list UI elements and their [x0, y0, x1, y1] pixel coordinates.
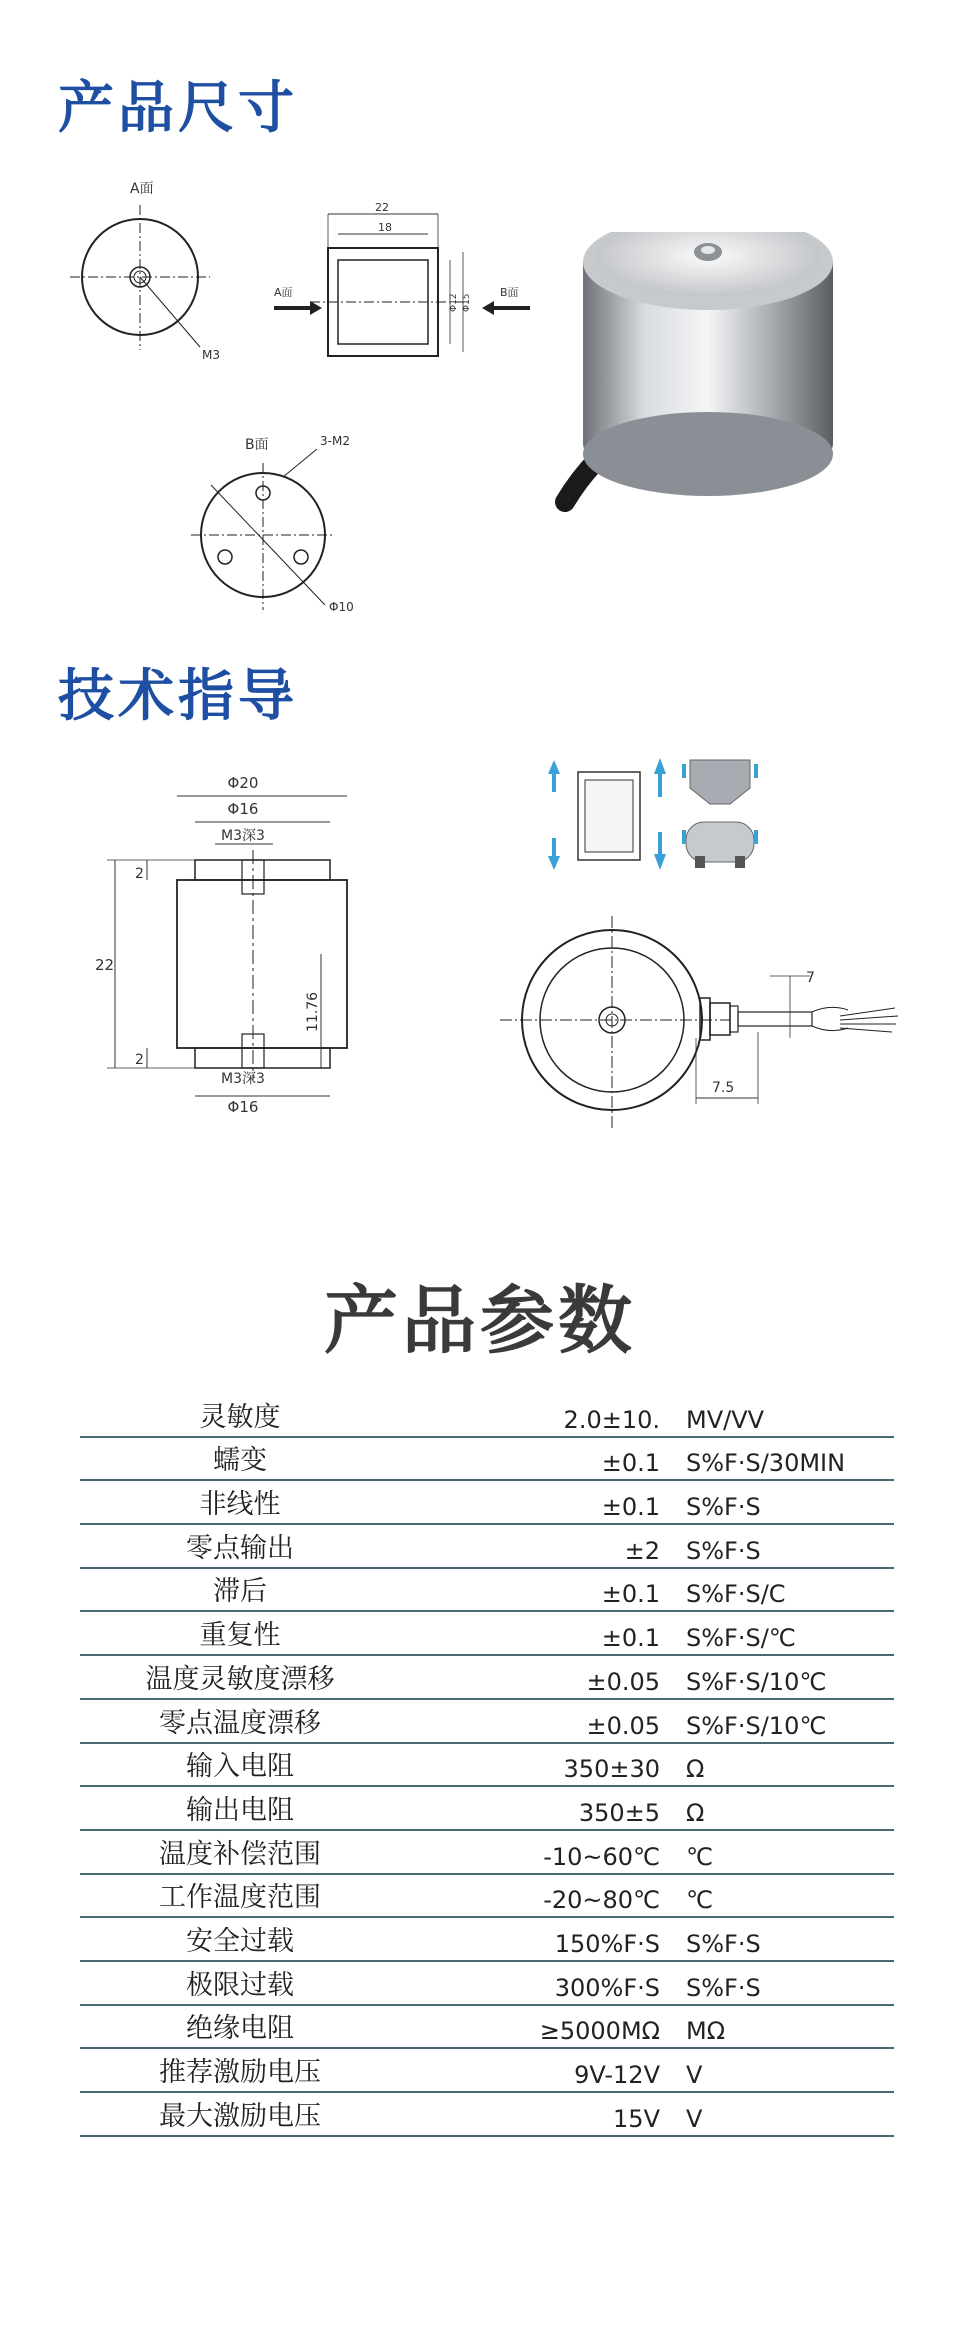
param-name: 零点输出 [80, 1524, 400, 1568]
param-name: 最大激励电压 [80, 2092, 400, 2136]
param-value: 9V-12V [400, 2048, 686, 2092]
arrow-right-icon [274, 301, 322, 315]
dimensions-heading: 产品尺寸 [58, 76, 298, 141]
table-row [80, 1524, 894, 1568]
thread-label: M3 [202, 348, 220, 362]
face-a-label: A面 [130, 181, 154, 197]
arrow-left-icon [482, 301, 530, 315]
dim-12: Φ12 [449, 293, 459, 312]
param-value: 150%F·S [400, 1917, 686, 1961]
d16-bottom-label: Φ16 [227, 1098, 259, 1116]
param-value: ±0.05 [400, 1655, 686, 1699]
param-name: 极限过载 [80, 1961, 400, 2005]
param-unit: S%F·S/10℃ [686, 1655, 894, 1699]
param-value: -20~80℃ [400, 1874, 686, 1918]
param-value: ±0.05 [400, 1699, 686, 1743]
param-name: 输入电阻 [80, 1743, 400, 1787]
face-b-drawing [185, 425, 385, 625]
table-row [80, 1480, 894, 1524]
param-name: 非线性 [80, 1480, 400, 1524]
h2-top-label: 2 [135, 866, 144, 882]
guide-drawing [95, 770, 365, 1130]
table-row [80, 1699, 894, 1743]
table-row [80, 1743, 894, 1787]
product-photo [555, 232, 900, 522]
param-name: 安全过载 [80, 1917, 400, 1961]
table-row [80, 1961, 894, 2005]
param-value: ±0.1 [400, 1568, 686, 1612]
param-unit: S%F·S [686, 1524, 894, 1568]
d20-label: Φ20 [227, 774, 259, 792]
param-unit: Ω [686, 1743, 894, 1787]
param-name: 蠕变 [80, 1437, 400, 1481]
param-unit: S%F·S/℃ [686, 1611, 894, 1655]
side-face-a-label: A面 [274, 286, 293, 299]
table-row [80, 1917, 894, 1961]
h22-label: 22 [95, 956, 115, 974]
table-row [80, 1394, 894, 1437]
param-unit: ℃ [686, 1874, 894, 1918]
param-value: 350±30 [400, 1743, 686, 1787]
param-name: 重复性 [80, 1611, 400, 1655]
param-name: 零点温度漂移 [80, 1699, 400, 1743]
param-unit: S%F·S [686, 1480, 894, 1524]
param-unit: MΩ [686, 2005, 894, 2049]
top-view-drawing [500, 908, 920, 1138]
param-value: 2.0±10. [400, 1394, 686, 1437]
param-name: 温度补偿范围 [80, 1830, 400, 1874]
param-value: 15V [400, 2092, 686, 2136]
param-value: ±2 [400, 1524, 686, 1568]
param-unit: V [686, 2092, 894, 2136]
param-value: ≥5000MΩ [400, 2005, 686, 2049]
param-unit: V [686, 2048, 894, 2092]
table-row [80, 2092, 894, 2136]
dim-7-label: 7 [806, 970, 815, 986]
dia-label: Φ10 [329, 600, 354, 614]
param-unit: S%F·S [686, 1961, 894, 2005]
param-name: 工作温度范围 [80, 1874, 400, 1918]
load-direction-icons [540, 752, 780, 877]
param-unit: S%F·S [686, 1917, 894, 1961]
side-view-drawing [270, 200, 540, 370]
guide-heading: 技术指导 [58, 664, 298, 729]
param-name: 滞后 [80, 1568, 400, 1612]
param-name: 温度灵敏度漂移 [80, 1655, 400, 1699]
param-unit: Ω [686, 1786, 894, 1830]
param-name: 输出电阻 [80, 1786, 400, 1830]
param-value: 350±5 [400, 1786, 686, 1830]
dim-18: 18 [378, 221, 392, 234]
param-unit: S%F·S/30MIN [686, 1437, 894, 1481]
m3-top-label: M3深3 [221, 828, 265, 844]
param-name: 推荐激励电压 [80, 2048, 400, 2092]
param-name: 绝缘电阻 [80, 2005, 400, 2049]
param-unit: ℃ [686, 1830, 894, 1874]
param-unit: S%F·S/C [686, 1568, 894, 1612]
d16-top-label: Φ16 [227, 800, 259, 818]
table-row [80, 1786, 894, 1830]
table-row [80, 1568, 894, 1612]
param-unit: MV/VV [686, 1394, 894, 1437]
h2-bottom-label: 2 [135, 1052, 144, 1068]
m3-bottom-label: M3深3 [221, 1071, 265, 1087]
face-a-drawing [70, 175, 250, 375]
table-row [80, 1437, 894, 1481]
param-value: ±0.1 [400, 1437, 686, 1481]
param-value: ±0.1 [400, 1611, 686, 1655]
table-row [80, 1611, 894, 1655]
param-value: -10~60℃ [400, 1830, 686, 1874]
table-row [80, 1830, 894, 1874]
h1176-label: 11.76 [305, 991, 321, 1032]
param-value: ±0.1 [400, 1480, 686, 1524]
params-table [80, 1394, 894, 2137]
dim-15: Φ15 [462, 293, 472, 312]
table-row [80, 2005, 894, 2049]
side-face-b-label: B面 [500, 286, 519, 299]
param-value: 300%F·S [400, 1961, 686, 2005]
param-name: 灵敏度 [80, 1394, 400, 1437]
dim-22: 22 [375, 201, 389, 214]
dim-75-label: 7.5 [712, 1080, 735, 1096]
holes-label: 3-M2 [320, 434, 350, 448]
face-b-label: B面 [245, 437, 269, 453]
table-row [80, 2048, 894, 2092]
param-unit: S%F·S/10℃ [686, 1699, 894, 1743]
table-row [80, 1655, 894, 1699]
table-row [80, 1874, 894, 1918]
params-heading: 产品参数 [324, 1278, 636, 1364]
